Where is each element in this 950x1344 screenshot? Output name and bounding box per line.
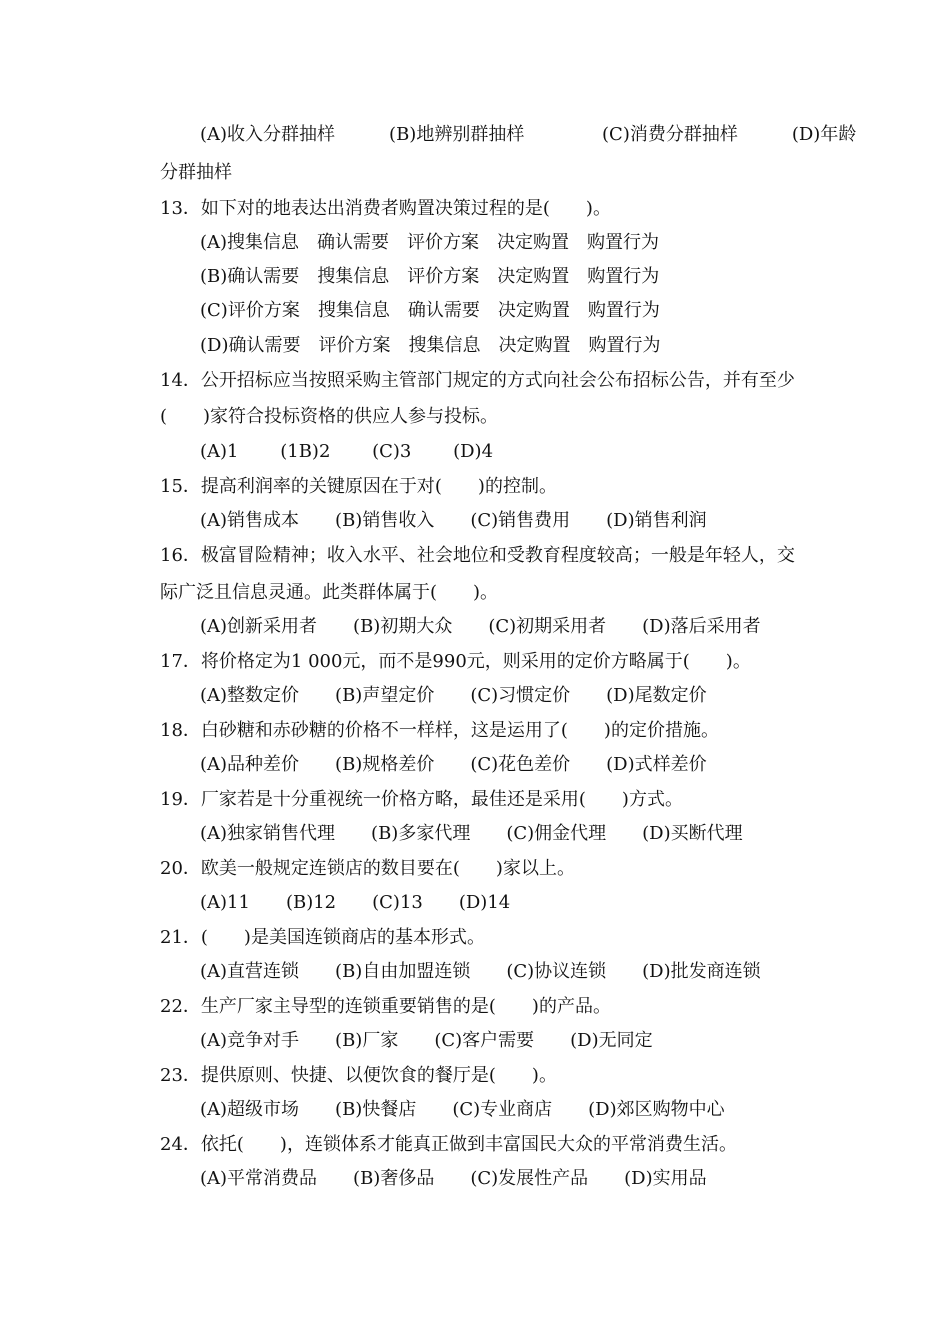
- q13-option-c: (C)评价方案 搜集信息 确认需要 决定购置 购置行为: [200, 300, 660, 321]
- question-13: 13．如下对的地表达出消费者购置决策过程的是( )。: [160, 198, 611, 219]
- question-19: 19．厂家若是十分重视统一价格方略，最佳还是采用( )方式。: [160, 789, 683, 810]
- question-16: 16．极富冒险精神；收入水平、社会地位和受教育程度较高；一般是年轻人，交: [160, 545, 795, 566]
- q24-options: (A)平常消费品 (B)奢侈品 (C)发展性产品 (D)实用品: [200, 1168, 707, 1189]
- q13-option-b: (B)确认需要 搜集信息 评价方案 决定购置 购置行为: [200, 266, 660, 287]
- question-15: 15．提高利润率的关键原因在于对( )的控制。: [160, 476, 557, 497]
- q22-options: (A)竞争对手 (B)厂家 (C)客户需要 (D)无同定: [200, 1030, 653, 1051]
- q13-option-a: (A)搜集信息 确认需要 评价方案 决定购置 购置行为: [200, 232, 660, 253]
- q19-options: (A)独家销售代理 (B)多家代理 (C)佣金代理 (D)买断代理: [200, 823, 743, 844]
- q12-options-continued: 分群抽样: [160, 162, 232, 183]
- question-24: 24．依托( )，连锁体系才能真正做到丰富国民大众的平常消费生活。: [160, 1134, 737, 1155]
- q23-options: (A)超级市场 (B)快餐店 (C)专业商店 (D)郊区购物中心: [200, 1099, 725, 1120]
- q17-options: (A)整数定价 (B)声望定价 (C)习惯定价 (D)尾数定价: [200, 685, 707, 706]
- q21-options: (A)直营连锁 (B)自由加盟连锁 (C)协议连锁 (D)批发商连锁: [200, 961, 761, 982]
- question-18: 18．白砂糖和赤砂糖的价格不一样样，这是运用了( )的定价措施。: [160, 720, 719, 741]
- question-14: 14．公开招标应当按照采购主管部门规定的方式向社会公布招标公告，并有至少: [160, 370, 795, 391]
- question-20: 20．欧美一般规定连锁店的数目要在( )家以上。: [160, 858, 575, 879]
- q15-options: (A)销售成本 (B)销售收入 (C)销售费用 (D)销售利润: [200, 510, 707, 531]
- q18-options: (A)品种差价 (B)规格差价 (C)花色差价 (D)式样差价: [200, 754, 707, 775]
- question-17: 17．将价格定为1 000元，而不是990元，则采用的定价方略属于( )。: [160, 651, 751, 672]
- question-21: 21．( )是美国连锁商店的基本形式。: [160, 927, 485, 948]
- q12-options: (A)收入分群抽样 (B)地辨别群抽样 (C)消费分群抽样 (D)年龄: [200, 124, 857, 145]
- q16-options: (A)创新采用者 (B)初期大众 (C)初期采用者 (D)落后采用者: [200, 616, 761, 637]
- question-16-continued: 际广泛且信息灵通。此类群体属于( )。: [160, 582, 499, 603]
- q13-option-d: (D)确认需要 评价方案 搜集信息 决定购置 购置行为: [200, 335, 661, 356]
- q14-options: (A)1 (1B)2 (C)3 (D)4: [200, 441, 494, 462]
- q20-options: (A)11 (B)12 (C)13 (D)14: [200, 892, 511, 913]
- question-22: 22．生产厂家主导型的连锁重要销售的是( )的产品。: [160, 996, 611, 1017]
- question-14-continued: ( )家符合投标资格的供应人参与投标。: [160, 406, 499, 427]
- question-23: 23．提供原则、快捷、以便饮食的餐厅是( )。: [160, 1065, 557, 1086]
